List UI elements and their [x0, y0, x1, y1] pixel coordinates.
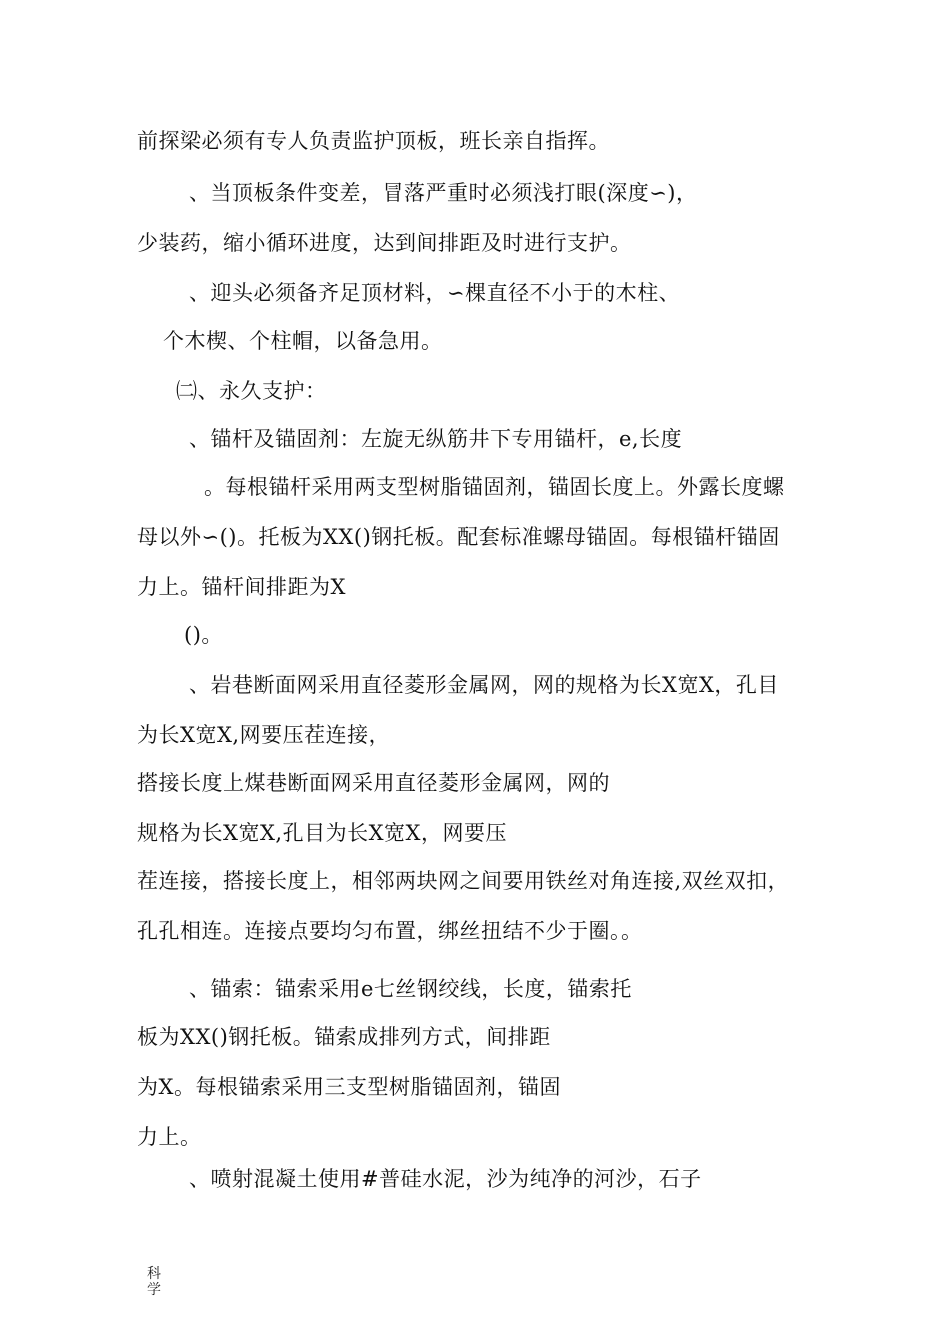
text-line: 母以外∽()。托板为XX()钢托板。配套标准螺母锚固。每根锚杆锚固: [137, 525, 780, 549]
text-line: 搭接长度上煤巷断面网采用直径菱形金属网，网的: [137, 771, 610, 795]
text-line: 、岩巷断面网采用直径菱形金属网，网的规格为长X宽X，孔目: [189, 673, 779, 697]
text-line: 、当顶板条件变差，冒落严重时必须浅打眼(深度∽)，: [189, 181, 698, 205]
text-line: 孔孔相连。连接点要均匀布置，绑丝扭结不少于圈。。: [137, 919, 643, 943]
footer-mark: 学: [147, 1282, 161, 1298]
text-line: 前探梁必须有专人负责监护顶板，班长亲自指挥。: [137, 129, 610, 153]
text-line: 。每根锚杆采用两支型树脂锚固剂，锚固长度上。外露长度螺: [204, 475, 785, 499]
text-line: 、迎头必须备齐足顶材料，∽棵直径不小于的木柱、: [189, 281, 681, 305]
section-heading: ㈡、永久支护：: [176, 379, 327, 403]
text-line: 、锚杆及锚固剂：左旋无纵筋井下专用锚杆，e,长度: [189, 427, 683, 451]
text-line: 、喷射混凝土使用#普硅水泥，沙为纯净的河沙，石子: [189, 1167, 702, 1191]
text-line: 板为XX()钢托板。锚索成排列方式，间排距: [137, 1025, 551, 1049]
text-line: 力上。锚杆间排距为X: [137, 575, 346, 599]
footer-mark: 科: [147, 1266, 161, 1282]
text-line: 、锚索：锚索采用e七丝钢绞线，长度，锚索托: [189, 977, 632, 1001]
text-line: 为长X宽X,网要压茬连接，: [137, 723, 391, 747]
text-line: 少装药，缩小循环进度，达到间排距及时进行支护。: [137, 231, 632, 255]
text-line: 规格为长X宽X,孔目为长X宽X，网要压: [137, 821, 507, 845]
text-line: 为X。每根锚索采用三支型树脂锚固剂，锚固: [137, 1075, 561, 1099]
text-line: 个木楔、个柱帽，以备急用。: [163, 329, 443, 353]
text-line: ()。: [184, 623, 223, 647]
text-line: 茬连接，搭接长度上，相邻两块网之间要用铁丝对角连接,双丝双扣，: [137, 869, 790, 893]
text-line: 力上。: [137, 1125, 202, 1149]
